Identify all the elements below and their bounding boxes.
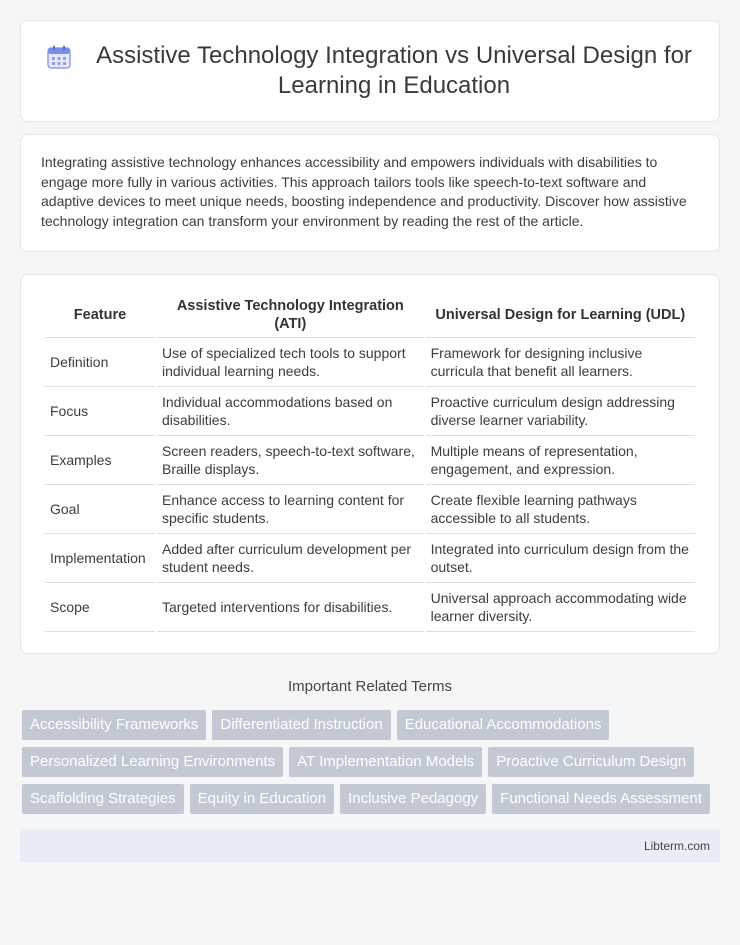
table-cell-udl: Framework for designing inclusive curricula that benefit all learners. <box>426 338 695 387</box>
table-cell-feature: Implementation <box>45 534 155 583</box>
table-cell-feature: Focus <box>45 387 155 436</box>
table-cell-ati: Screen readers, speech-to-text software, Braille displays. <box>157 436 424 485</box>
table-cell-udl: Universal approach accommodating wide learner diversity. <box>426 583 695 632</box>
page-title: Assistive Technology Integration vs Universal Design for Learning in Education <box>96 42 692 99</box>
column-header-ati: Assistive Technology Integration (ATI) <box>157 293 424 338</box>
table-cell-feature: Goal <box>45 485 155 534</box>
table-cell-udl: Multiple means of representation, engagement, and expression. <box>426 436 695 485</box>
table-row <box>45 436 695 485</box>
table-row <box>45 485 695 534</box>
title-card <box>20 20 720 122</box>
table-cell-feature: Scope <box>45 583 155 632</box>
related-term-tag[interactable]: Equity in Education <box>190 784 334 814</box>
related-term-tag[interactable]: Scaffolding Strategies <box>22 784 184 814</box>
table-cell-udl: Integrated into curriculum design from the outset. <box>426 534 695 583</box>
table-row <box>45 387 695 436</box>
intro-paragraph: Integrating assistive technology enhances accessibility and empowers individuals with disabilities to engage more fully in various activities. This approach tailors tools like speech-to-text software and adaptive devices to meet unique needs, boosting independence and productivity. Discover how assistive technology integration can transform your environment by reading the rest of the article. <box>41 154 687 229</box>
table-header-row <box>45 293 695 338</box>
title-row <box>46 41 694 101</box>
related-term-tag[interactable]: Differentiated Instruction <box>212 710 390 740</box>
column-header-feature: Feature <box>45 293 155 338</box>
related-term-tag[interactable]: Accessibility Frameworks <box>22 710 206 740</box>
related-term-tag[interactable]: AT Implementation Models <box>289 747 482 777</box>
intro-card <box>20 134 720 252</box>
related-terms-heading: Important Related Terms <box>288 678 452 695</box>
footer <box>20 829 720 862</box>
table-cell-ati: Targeted interventions for disabilities. <box>157 583 424 632</box>
calendar-icon <box>46 44 72 70</box>
table-cell-ati: Enhance access to learning content for specific students. <box>157 485 424 534</box>
table-cell-feature: Definition <box>45 338 155 387</box>
comparison-table-card <box>20 274 720 654</box>
table-cell-ati: Added after curriculum development per student needs. <box>157 534 424 583</box>
table-cell-feature: Examples <box>45 436 155 485</box>
related-term-tag[interactable]: Proactive Curriculum Design <box>488 747 694 777</box>
column-header-udl: Universal Design for Learning (UDL) <box>426 293 695 338</box>
related-term-tag[interactable]: Personalized Learning Environments <box>22 747 283 777</box>
table-cell-ati: Individual accommodations based on disabilities. <box>157 387 424 436</box>
related-term-tag[interactable]: Educational Accommodations <box>397 710 610 740</box>
related-term-tag[interactable]: Inclusive Pedagogy <box>340 784 486 814</box>
table-cell-ati: Use of specialized tech tools to support individual learning needs. <box>157 338 424 387</box>
footer-site-link[interactable]: Libterm.com <box>643 838 710 853</box>
related-term-tag[interactable]: Functional Needs Assessment <box>492 784 710 814</box>
table-row <box>45 583 695 632</box>
table-cell-udl: Proactive curriculum design addressing diverse learner variability. <box>426 387 695 436</box>
related-terms-list <box>22 710 718 821</box>
table-row <box>45 338 695 387</box>
table-row <box>45 534 695 583</box>
comparison-table <box>43 293 697 632</box>
table-cell-udl: Create flexible learning pathways accessible to all students. <box>426 485 695 534</box>
